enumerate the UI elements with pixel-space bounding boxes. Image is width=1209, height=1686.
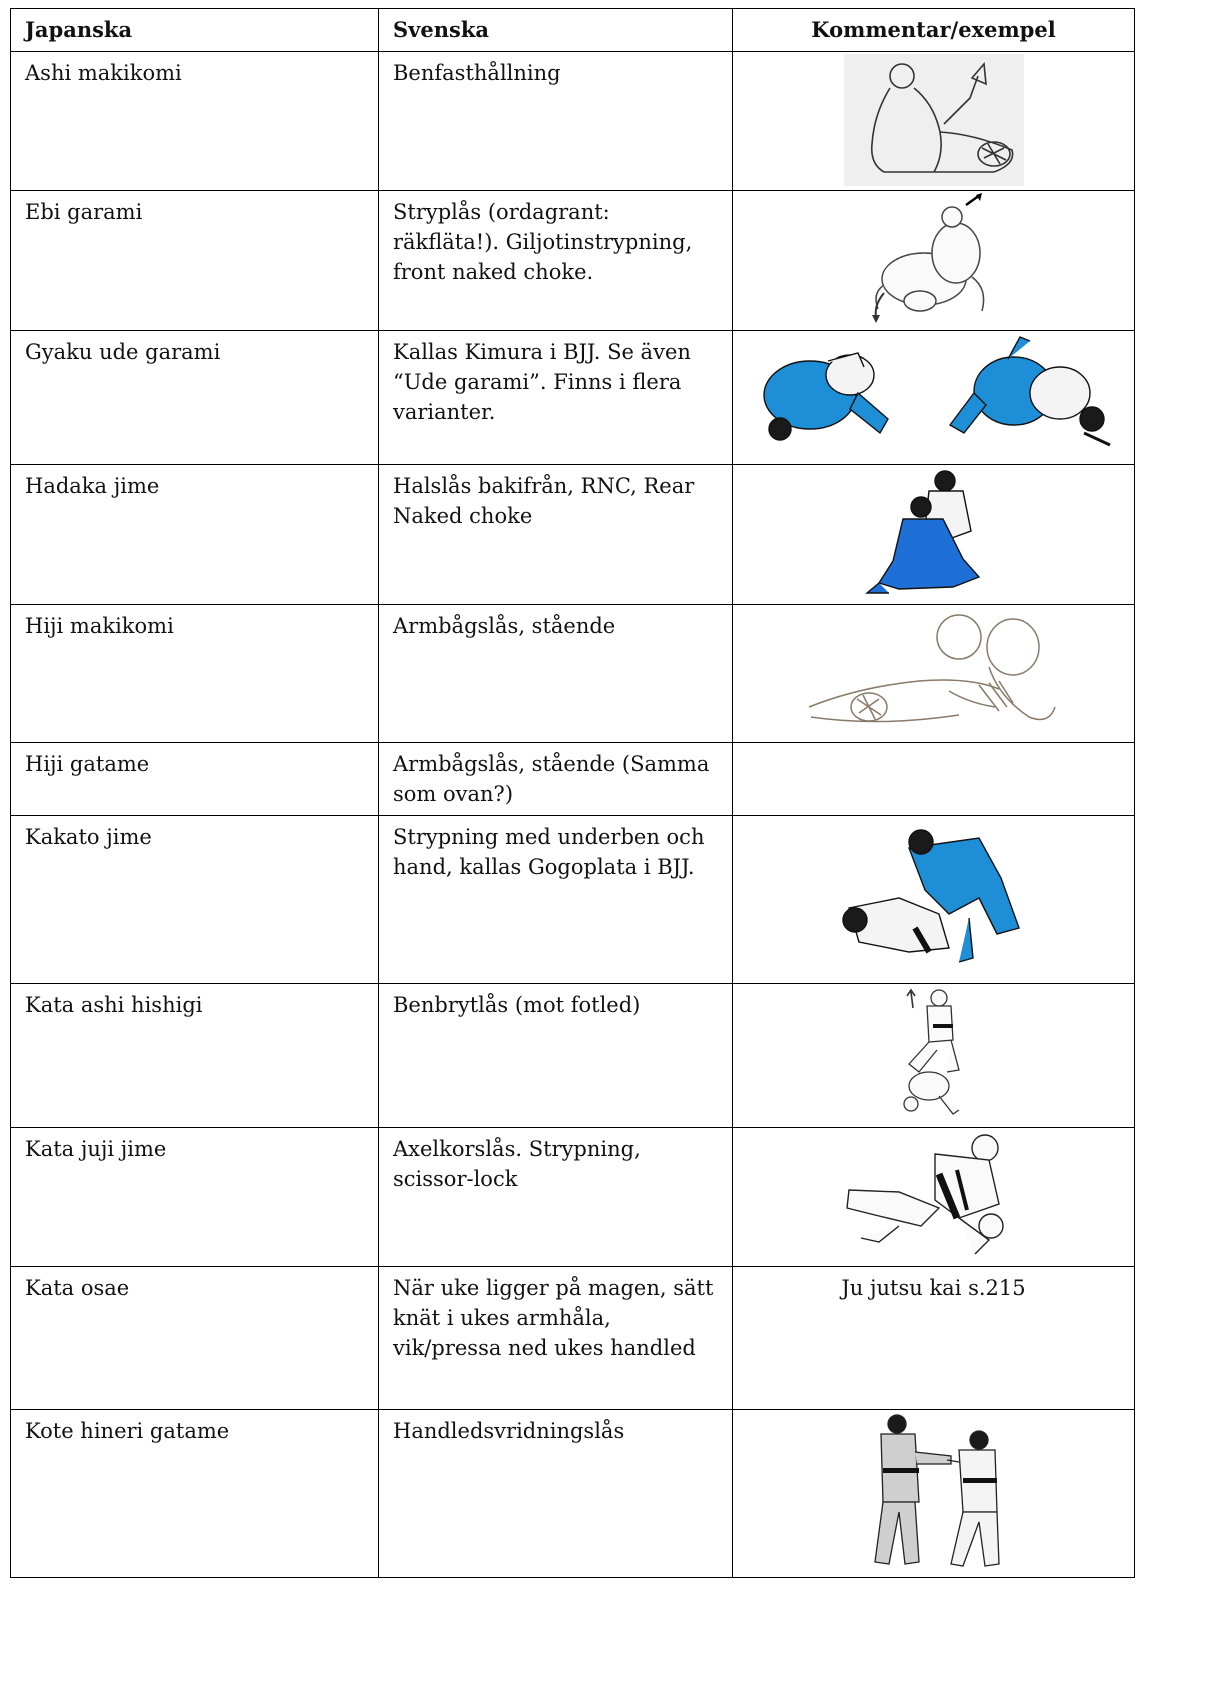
cell-comment: [733, 191, 1135, 331]
cell-comment: [733, 605, 1135, 743]
header-row: [11, 9, 1135, 52]
cell-swedish: Halslås bakifrån, RNC, Rear Naked choke: [379, 465, 733, 605]
cell-comment: [733, 52, 1135, 191]
cell-comment: [733, 465, 1135, 605]
table-row: [11, 465, 1135, 605]
cell-swedish: Armbågslås, stående (Samma som ovan?): [379, 743, 733, 816]
judo-kimura-illustration: [738, 333, 1130, 457]
cell-japanese: Kata juji jime: [11, 1128, 379, 1267]
cell-swedish: Stryplås (ordagrant: räkfläta!). Giljotinstrypning, front naked choke.: [379, 191, 733, 331]
judo-cross-choke-illustration: [839, 1130, 1029, 1260]
cell-japanese: Hadaka jime: [11, 465, 379, 605]
cell-japanese: Hiji gatame: [11, 743, 379, 816]
table-row: [11, 1267, 1135, 1410]
table-row: [11, 1410, 1135, 1578]
table-row: [11, 1128, 1135, 1267]
judo-rear-naked-choke-illustration: [859, 467, 1009, 599]
cell-comment: [733, 984, 1135, 1128]
table-row: [11, 52, 1135, 191]
cell-comment: [733, 743, 1135, 816]
table-row: [11, 191, 1135, 331]
cell-swedish: Strypning med underben och hand, kallas Gogoplata i BJJ.: [379, 816, 733, 984]
cell-swedish: Armbågslås, stående: [379, 605, 733, 743]
cell-japanese: Ebi garami: [11, 191, 379, 331]
cell-swedish: Kallas Kimura i BJJ. Se även “Ude garami”. Finns i flera varianter.: [379, 331, 733, 465]
cell-swedish: Handledsvridningslås: [379, 1410, 733, 1578]
cell-comment: [733, 1410, 1135, 1578]
table-row: [11, 605, 1135, 743]
cell-japanese: Ashi makikomi: [11, 52, 379, 191]
judo-wrist-twist-lock-illustration: [859, 1412, 1009, 1570]
cell-swedish: När uke ligger på magen, sätt knät i ukes armhåla, vik/pressa ned ukes handled: [379, 1267, 733, 1410]
judo-standing-elbow-lock-illustration: [799, 607, 1069, 735]
cell-japanese: Kakato jime: [11, 816, 379, 984]
judo-guillotine-choke-illustration: [854, 193, 1014, 325]
cell-japanese: Gyaku ude garami: [11, 331, 379, 465]
technique-table: [10, 8, 1135, 1578]
cell-japanese: Kata osae: [11, 1267, 379, 1410]
table-row: [11, 743, 1135, 816]
cell-comment: [733, 1267, 1135, 1410]
header-kommentar: Kommentar/exempel: [733, 9, 1135, 52]
table-row: [11, 816, 1135, 984]
cell-comment: [733, 816, 1135, 984]
cell-japanese: Kote hineri gatame: [11, 1410, 379, 1578]
judo-leg-entanglement-illustration: [844, 54, 1024, 186]
judo-ankle-lock-illustration: [889, 986, 979, 1122]
cell-comment: [733, 1128, 1135, 1267]
table-row: [11, 331, 1135, 465]
cell-japanese: Kata ashi hishigi: [11, 984, 379, 1128]
cell-swedish: Axelkorslås. Strypning, scissor-lock: [379, 1128, 733, 1267]
comment-text: Ju jutsu kai s.215: [841, 1276, 1026, 1300]
header-japanska: Japanska: [11, 9, 379, 52]
judo-gogoplata-illustration: [829, 818, 1039, 968]
cell-japanese: Hiji makikomi: [11, 605, 379, 743]
header-svenska: Svenska: [379, 9, 733, 52]
cell-swedish: Benbrytlås (mot fotled): [379, 984, 733, 1128]
cell-comment: [733, 331, 1135, 465]
cell-swedish: Benfasthållning: [379, 52, 733, 191]
table-row: [11, 984, 1135, 1128]
